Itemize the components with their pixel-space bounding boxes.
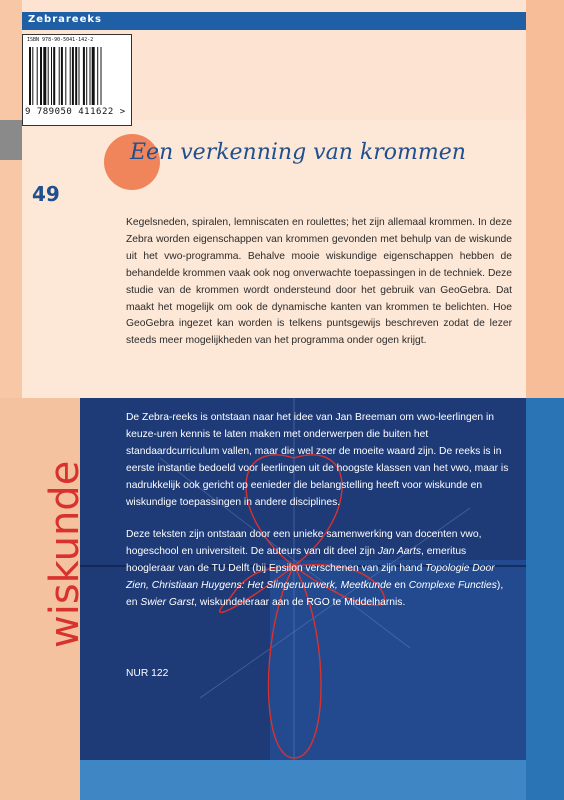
author-1: Jan Aarts [377,546,421,558]
subject-label: wiskunde [42,460,88,648]
author-2: Swier Garst [140,597,195,609]
barcode [22,34,132,126]
barcode-bar [72,47,74,105]
decorative-gray-block [0,120,22,160]
background-bottom-band [80,760,526,800]
about-p2-part-d: ), en [126,580,504,609]
barcode-bar [29,47,31,105]
barcode-bar [90,47,91,105]
barcode-bars [29,47,125,105]
series-label: Zebrareeks [28,14,102,25]
barcode-bar [59,47,60,105]
nur-code: NUR 122 [126,668,169,679]
subject-vertical [40,402,88,648]
barcode-bar [32,47,33,105]
about-paragraph-2 [126,527,512,612]
barcode-bar [79,47,80,105]
about-paragraph-1: De Zebra-reeks is ontstaan naar het idee van Jan Breeman om vwo-leerlingen in keuze-uren kennis te laten maken met onderwerpen die buiten het standaardcurriculum vallen, maar die wel zeer de moeite waard zijn. De reeks is in eerste instantie bedoeld voor leerlingen uit de hoogste klassen van het vwo, maar is nadrukkelijk ook gericht op eenieder die belangstelling heeft voor wiskunde en wiskundige toepassingen in andere disciplines. [126,412,509,508]
intro-paragraph: Kegelsneden, spiralen, lemniscaten en roulettes; het zijn allemaal krommen. In deze Zebra worden eigenschappen van krommen gevonden met behulp van de wiskunde uit het vwo-programma. Behalve mooie wiskundige eigenschappen hebben de behandelde krommen vaak ook nog onverwachte toepassingen in de techniek. Deze studie van de krommen wordt ondersteund door het gebruik van GeoGebra. Dat maakt het mogelijk om ook de dynamische kanten van krommen te belichten. Hoe GeoGebra ingezet kan worden is telkens puntsgewijs beschreven zodat de lezer steeds meer mogelijkheden van het programma onder ogen krijgt. [126,217,512,347]
barcode-bar [61,47,63,105]
barcode-bar [51,47,52,105]
volume-number: 49 [32,182,60,206]
isbn-text: ISBN 978-90-5041-142-2 [27,37,94,43]
barcode-bar [43,47,46,105]
barcode-bar [101,47,102,105]
about-p2-part-b: , emeritus hoogleraar van de TU Delft (bij Epsilon verschenen van zijn hand [126,546,467,575]
barcode-bar [97,47,98,105]
barcode-bar [86,47,87,105]
about-p2-part-c: en [391,580,409,592]
barcode-bar [70,47,71,105]
author-1-books: Topologie Door Zien, Christiaan Huygens: Het Slingeruurwerk, Meetkunde [126,563,495,592]
barcode-digits: 9 789050 411622 > [25,107,126,117]
background-left-column [0,0,22,398]
about-p2-part-e: , wiskundeleraar aan de RGO te Middelharnis. [194,597,406,609]
barcode-bar [48,47,49,105]
barcode-bar [75,47,77,105]
barcode-bar [92,47,95,105]
about-series-text [126,410,512,628]
barcode-bar [65,47,66,105]
author-1-last-book: Complexe Functies [408,580,497,592]
book-title: Een verkenning van krommen [130,140,466,165]
about-p2-part-a: Deze teksten zijn ontstaan door een unieke samenwerking van docenten vwo, hogeschool en universiteit. De auteurs van dit deel zijn [126,529,482,558]
barcode-bar [83,47,85,105]
barcode-bar [40,47,42,105]
barcode-bar [37,47,38,105]
barcode-bar [53,47,55,105]
